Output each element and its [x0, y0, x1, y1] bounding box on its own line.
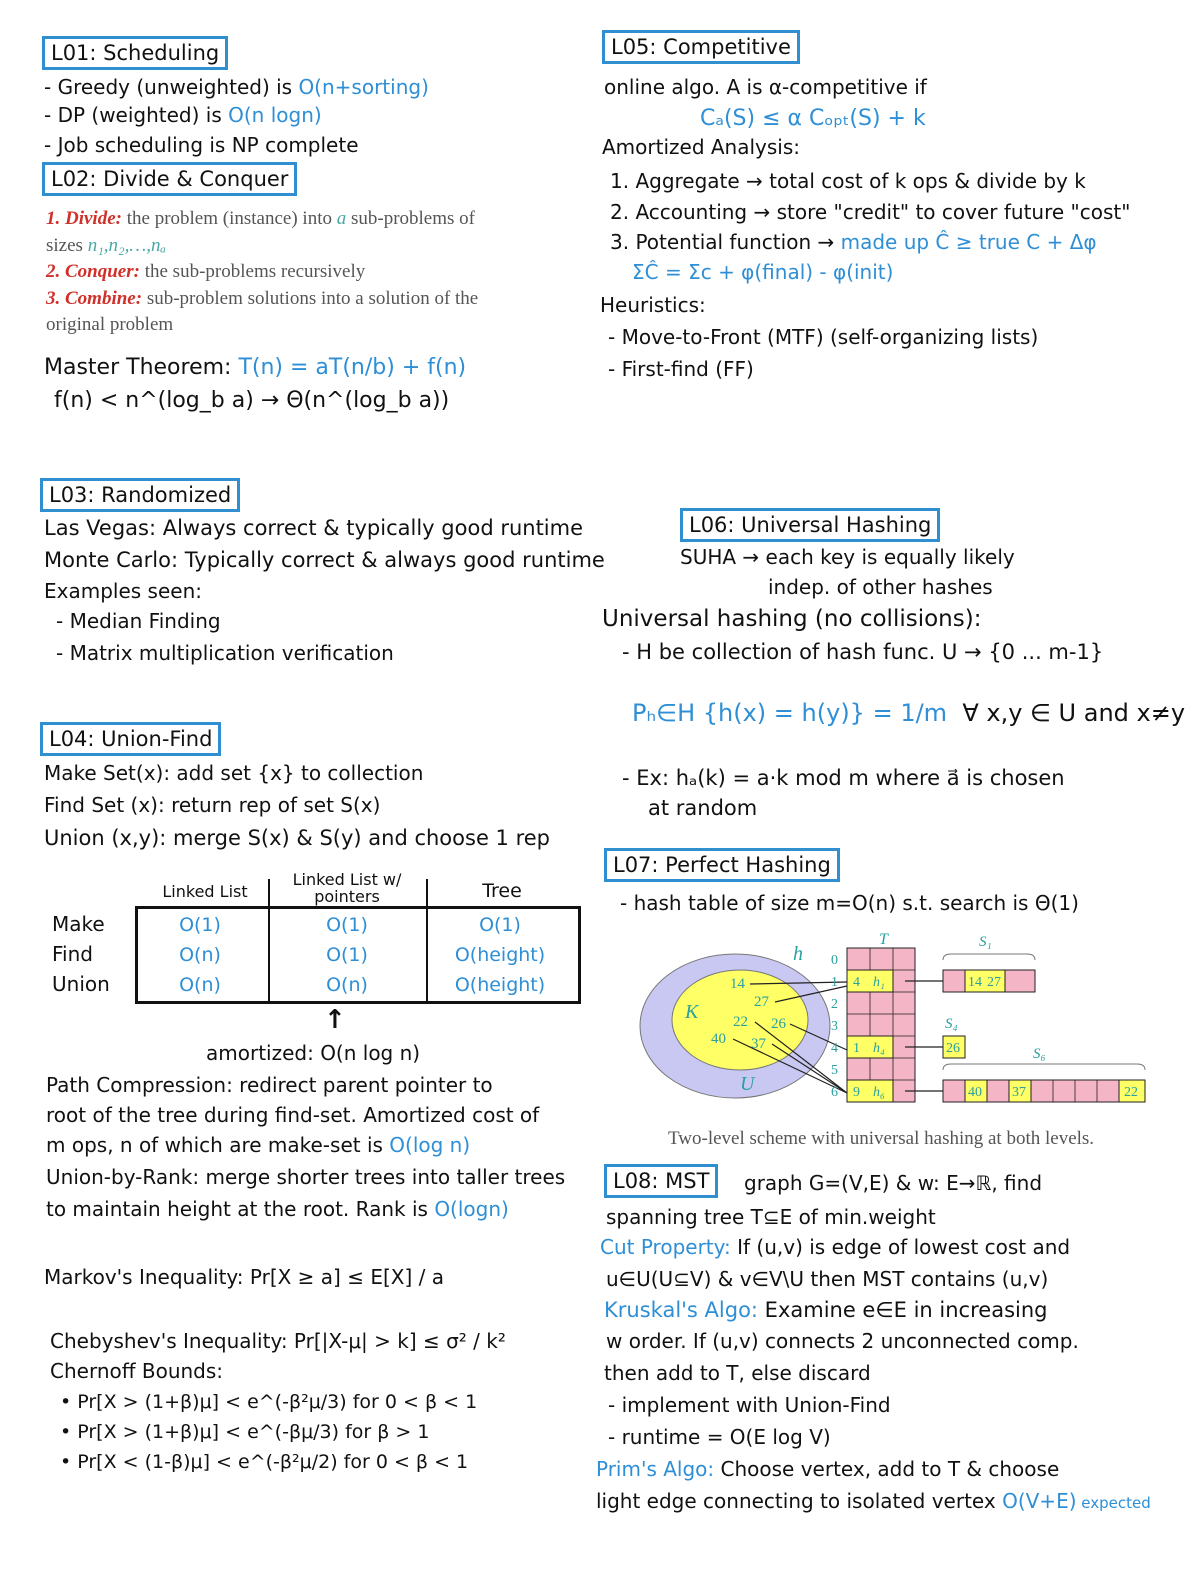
l06-example-2: at random — [648, 796, 758, 820]
t-row4-m: 1 — [853, 1041, 860, 1056]
l08-intro-1: graph G=(V,E) & w: E→ℝ, find — [744, 1171, 1043, 1195]
key-27: 27 — [754, 994, 769, 1010]
table-label-t: T — [879, 931, 888, 948]
l02-step-3: 3. Combine: sub-problem solutions into a solution of the — [46, 287, 479, 309]
l03-examples: Examples seen: — [44, 579, 202, 603]
l06-suha-2: indep. of other hashes — [768, 575, 993, 599]
l07-heading: L07: Perfect Hashing — [604, 848, 840, 882]
uf-divider-2 — [426, 879, 428, 1004]
l08-intro-2: spanning tree T⊆E of min.weight — [606, 1205, 936, 1229]
chernoff-title: Chernoff Bounds: — [50, 1359, 224, 1383]
slot-3: 3 — [831, 1019, 838, 1034]
l03-las-vegas: Las Vegas: Always correct & typically good runtime — [44, 516, 584, 540]
prim-algo: Prim's Algo: Choose vertex, add to T & choose — [596, 1457, 1060, 1481]
union-by-rank-1: Union-by-Rank: merge shorter trees into taller trees — [46, 1165, 566, 1189]
chernoff-bound-3: • Pr[X < (1-β)μ] < e^(-β²μ/2) for 0 < β < 1 — [60, 1451, 469, 1473]
key-40: 40 — [711, 1031, 726, 1047]
key-14: 14 — [730, 976, 745, 992]
uf-row-find: Find — [52, 942, 93, 966]
path-compression-2: root of the tree during find-set. Amortized cost of — [46, 1103, 540, 1127]
l05-potential: 3. Potential function → made up Ĉ ≥ true C + Δφ — [610, 230, 1097, 254]
uf-cell: O(1) — [326, 914, 368, 936]
t-row4-h: h₄ — [873, 1041, 885, 1056]
l01-line-1: - Greedy (unweighted) is O(n+sorting) — [44, 75, 429, 99]
l05-potential-sum: ΣĈ = Σc + φ(final) - φ(init) — [632, 260, 894, 284]
l05-amortized-title: Amortized Analysis: — [602, 135, 801, 159]
s1-brace — [943, 954, 1035, 960]
slot-6: 6 — [831, 1085, 838, 1100]
l04-op-union: Union (x,y): merge S(x) & S(y) and choose 1 rep — [44, 826, 550, 850]
chernoff-bound-2: • Pr[X > (1+β)μ] < e^(-βμ/3) for β > 1 — [60, 1421, 430, 1443]
chebyshev-inequality: Chebyshev's Inequality: Pr[|X-μ| > k] ≤ σ² / k² — [50, 1329, 506, 1353]
t-row6-m: 9 — [853, 1085, 860, 1100]
l05-ff: - First-find (FF) — [608, 357, 754, 381]
uf-cell: O(n) — [179, 974, 221, 996]
s4-label: S₄ — [945, 1016, 958, 1032]
key-26: 26 — [771, 1016, 786, 1032]
kruskal-algo: Kruskal's Algo: Examine e∈E in increasing — [604, 1298, 1048, 1322]
uf-col-linked-list-pointers: Linked List w/ pointers — [292, 870, 402, 906]
l04-op-find: Find Set (x): return rep of set S(x) — [44, 793, 381, 817]
l04-op-make: Make Set(x): add set {x} to collection — [44, 761, 424, 785]
uf-cell: O(1) — [326, 944, 368, 966]
universe-label: U — [740, 1073, 755, 1095]
uf-col-linked-list: Linked List — [162, 882, 248, 901]
kruskal-3: then add to T, else discard — [604, 1361, 871, 1385]
hash-table-t — [847, 948, 915, 1102]
uf-cell: O(height) — [454, 974, 546, 996]
cut-property-2: u∈U(U⊆V) & v∈V\U then MST contains (u,v) — [606, 1267, 1049, 1291]
l02-heading: L02: Divide & Conquer — [42, 162, 297, 196]
s4-key-26: 26 — [946, 1041, 960, 1056]
l04-heading: L04: Union-Find — [40, 722, 221, 756]
key-set-label: K — [685, 1001, 699, 1023]
master-case: f(n) < n^(log_b a) → Θ(n^(log_b a)) — [54, 388, 450, 413]
l08-heading: L08: MST — [604, 1164, 718, 1198]
path-compression-3: m ops, n of which are make-set is O(log n) — [46, 1133, 471, 1157]
l01-line-2: - DP (weighted) is O(n logn) — [44, 103, 322, 127]
kruskal-2: w order. If (u,v) connects 2 unconnected comp. — [606, 1329, 1079, 1353]
l01-heading: L01: Scheduling — [42, 36, 228, 70]
markov-inequality: Markov's Inequality: Pr[X ≥ a] ≤ E[X] / a — [44, 1265, 444, 1289]
s6-brace — [943, 1064, 1145, 1070]
l06-probability: Pₕ∈H {h(x) = h(y)} = 1/m ∀ x,y ∈ U and x≠y — [632, 699, 1186, 727]
l03-example-1: - Median Finding — [56, 609, 221, 633]
slot-4: 4 — [831, 1041, 838, 1056]
s6-label: S₆ — [1033, 1046, 1046, 1062]
slot-1: 1 — [831, 975, 838, 990]
key-37: 37 — [751, 1036, 766, 1052]
l05-heading: L05: Competitive — [602, 30, 800, 64]
l05-heuristics: Heuristics: — [600, 293, 706, 317]
slot-2: 2 — [831, 997, 838, 1012]
l06-example-1: - Ex: hₐ(k) = a·k mod m where a⃗ is chosen — [622, 766, 1065, 790]
s1-key-27: 27 — [987, 975, 1001, 990]
l05-aggregate: 1. Aggregate → total cost of k ops & divide by k — [610, 169, 1086, 193]
l02-step-1b: sizes n₁,n₂,…,nₐ — [46, 234, 167, 256]
uf-row-make: Make — [52, 912, 105, 936]
t-row1-h: h₁ — [873, 975, 885, 990]
l03-example-2: - Matrix multiplication verification — [56, 641, 394, 665]
s6-key-37: 37 — [1012, 1085, 1026, 1100]
union-by-rank-2: to maintain height at the root. Rank is O(logn) — [46, 1197, 509, 1221]
slot-5: 5 — [831, 1063, 838, 1078]
l06-universal: Universal hashing (no collisions): — [602, 606, 982, 632]
l02-step-3b: original problem — [46, 314, 174, 336]
uf-col-tree: Tree — [482, 880, 522, 902]
hash-label-h: h — [793, 943, 803, 965]
l06-suha-1: SUHA → each key is equally likely — [680, 545, 1015, 569]
figure-caption: Two-level scheme with universal hashing at both levels. — [668, 1128, 1095, 1149]
path-compression-1: Path Compression: redirect parent pointer to — [46, 1073, 493, 1097]
l06-heading: L06: Universal Hashing — [680, 508, 940, 542]
l02-step-2: 2. Conquer: the sub-problems recursively — [46, 261, 366, 283]
t-row1-m: 4 — [853, 975, 860, 990]
cut-property: Cut Property: If (u,v) is edge of lowest cost and — [600, 1235, 1071, 1259]
l02-steps — [46, 206, 566, 339]
uf-row-union: Union — [52, 972, 110, 996]
kruskal-4: - implement with Union-Find — [608, 1393, 891, 1417]
amortized-note: amortized: O(n log n) — [206, 1041, 421, 1065]
l06-collection: - H be collection of hash func. U → {0 ... m-1} — [622, 640, 1104, 664]
uf-cell: O(height) — [454, 944, 546, 966]
s6-key-40: 40 — [968, 1085, 982, 1100]
l01-line-3: - Job scheduling is NP complete — [44, 133, 359, 157]
s6-key-22: 22 — [1124, 1085, 1138, 1100]
slot-0: 0 — [831, 953, 838, 968]
uf-cell: O(n) — [326, 974, 368, 996]
uf-cell: O(n) — [179, 944, 221, 966]
kruskal-5: - runtime = O(E log V) — [608, 1425, 831, 1449]
l05-line-1: online algo. A is α-competitive if — [604, 75, 927, 99]
uf-divider-1 — [268, 879, 270, 1004]
l05-competitive-formula: Cₐ(S) ≤ α Cₒₚₜ(S) + k — [700, 106, 926, 131]
t-row6-h: h₆ — [873, 1085, 885, 1100]
l02-step-1: 1. Divide: the problem (instance) into a sub-problems of — [46, 208, 475, 229]
l03-heading: L03: Randomized — [40, 478, 240, 512]
s1-label: S₁ — [979, 934, 992, 950]
s1-key-14: 14 — [968, 975, 982, 990]
l03-monte-carlo: Monte Carlo: Typically correct & always good runtime — [44, 548, 605, 572]
perfect-hashing-figure — [635, 928, 1155, 1124]
l05-accounting: 2. Accounting → store "credit" to cover future "cost" — [610, 200, 1131, 224]
l07-line: - hash table of size m=O(n) s.t. search is Θ(1) — [620, 891, 1079, 915]
master-theorem: Master Theorem: T(n) = aT(n/b) + f(n) — [44, 355, 467, 380]
chernoff-bound-1: • Pr[X > (1+β)μ] < e^(-β²μ/3) for 0 < β < 1 — [60, 1391, 478, 1413]
key-22: 22 — [733, 1014, 748, 1030]
amortized-arrow: ↑ — [324, 1005, 346, 1035]
uf-cell: O(1) — [479, 914, 521, 936]
l05-mtf: - Move-to-Front (MTF) (self-organizing lists) — [608, 325, 1039, 349]
uf-cell: O(1) — [179, 914, 221, 936]
prim-2: light edge connecting to isolated vertex O(V+E) expected — [596, 1489, 1151, 1513]
